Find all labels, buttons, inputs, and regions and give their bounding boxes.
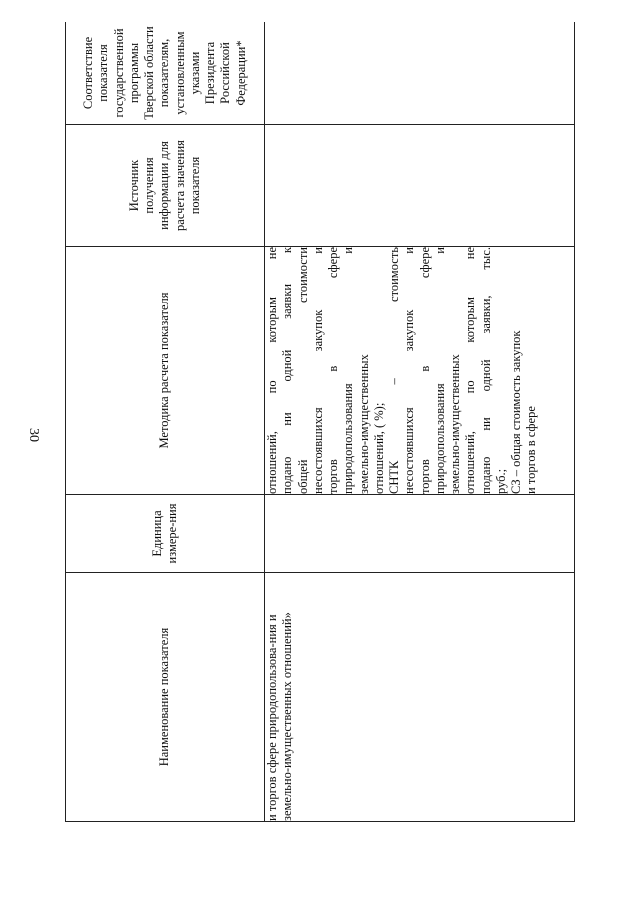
- method-line: торгов в сфере: [326, 247, 340, 494]
- method-line: и торгов в сфере: [524, 406, 539, 494]
- table-header-row: [66, 22, 265, 822]
- method-line: природопользования и: [432, 247, 447, 494]
- method-line: природопользования и: [341, 247, 356, 494]
- cell-data-source: [265, 125, 575, 247]
- method-line: отношений, ( %);: [371, 402, 386, 494]
- method-line: СНТК – стоимость: [387, 247, 401, 494]
- method-line: подано ни одной заявки к: [280, 247, 295, 494]
- table-frame: [65, 22, 575, 822]
- page-number: 30: [26, 428, 41, 442]
- method-line: земельно-имущественных: [448, 354, 462, 494]
- header-compliance: Соответствие показателя государственной программы Тверской области показателям, установленным указами Президента Российской Федерации*: [66, 22, 265, 125]
- table-rotation-wrapper: [65, 22, 575, 822]
- cell-indicator-name: и торгов сфере природопользова-ния и земельно-имущественных отношений»: [265, 573, 575, 822]
- header-unit: Единица измере-ния: [66, 495, 265, 573]
- method-line: СЗ – общая стоимость закупок: [509, 330, 523, 494]
- method-line: несостоявшихся закупок и: [310, 247, 325, 494]
- cell-calculation-method: [265, 247, 575, 495]
- method-line: руб.;: [493, 468, 508, 494]
- indicator-table: [65, 22, 575, 822]
- method-line: торгов в сфере: [417, 247, 432, 494]
- table-row: [265, 22, 575, 822]
- method-line: подано ни одной заявки, тыс.: [478, 247, 493, 494]
- method-line: общей стоимости: [295, 247, 310, 494]
- method-line: несостоявшихся закупок и: [402, 247, 417, 494]
- header-data-source: Источник получения информации для расчета значения показателя: [66, 125, 265, 247]
- cell-unit: [265, 495, 575, 573]
- header-indicator-name: Наименование показателя: [66, 573, 265, 822]
- method-line: отношений, по которым не: [463, 247, 478, 494]
- cell-compliance: [265, 22, 575, 125]
- method-line: отношений, по которым не: [265, 247, 279, 494]
- header-calculation-method: Методика расчета показателя: [66, 247, 265, 495]
- method-line: земельно-имущественных: [356, 354, 371, 494]
